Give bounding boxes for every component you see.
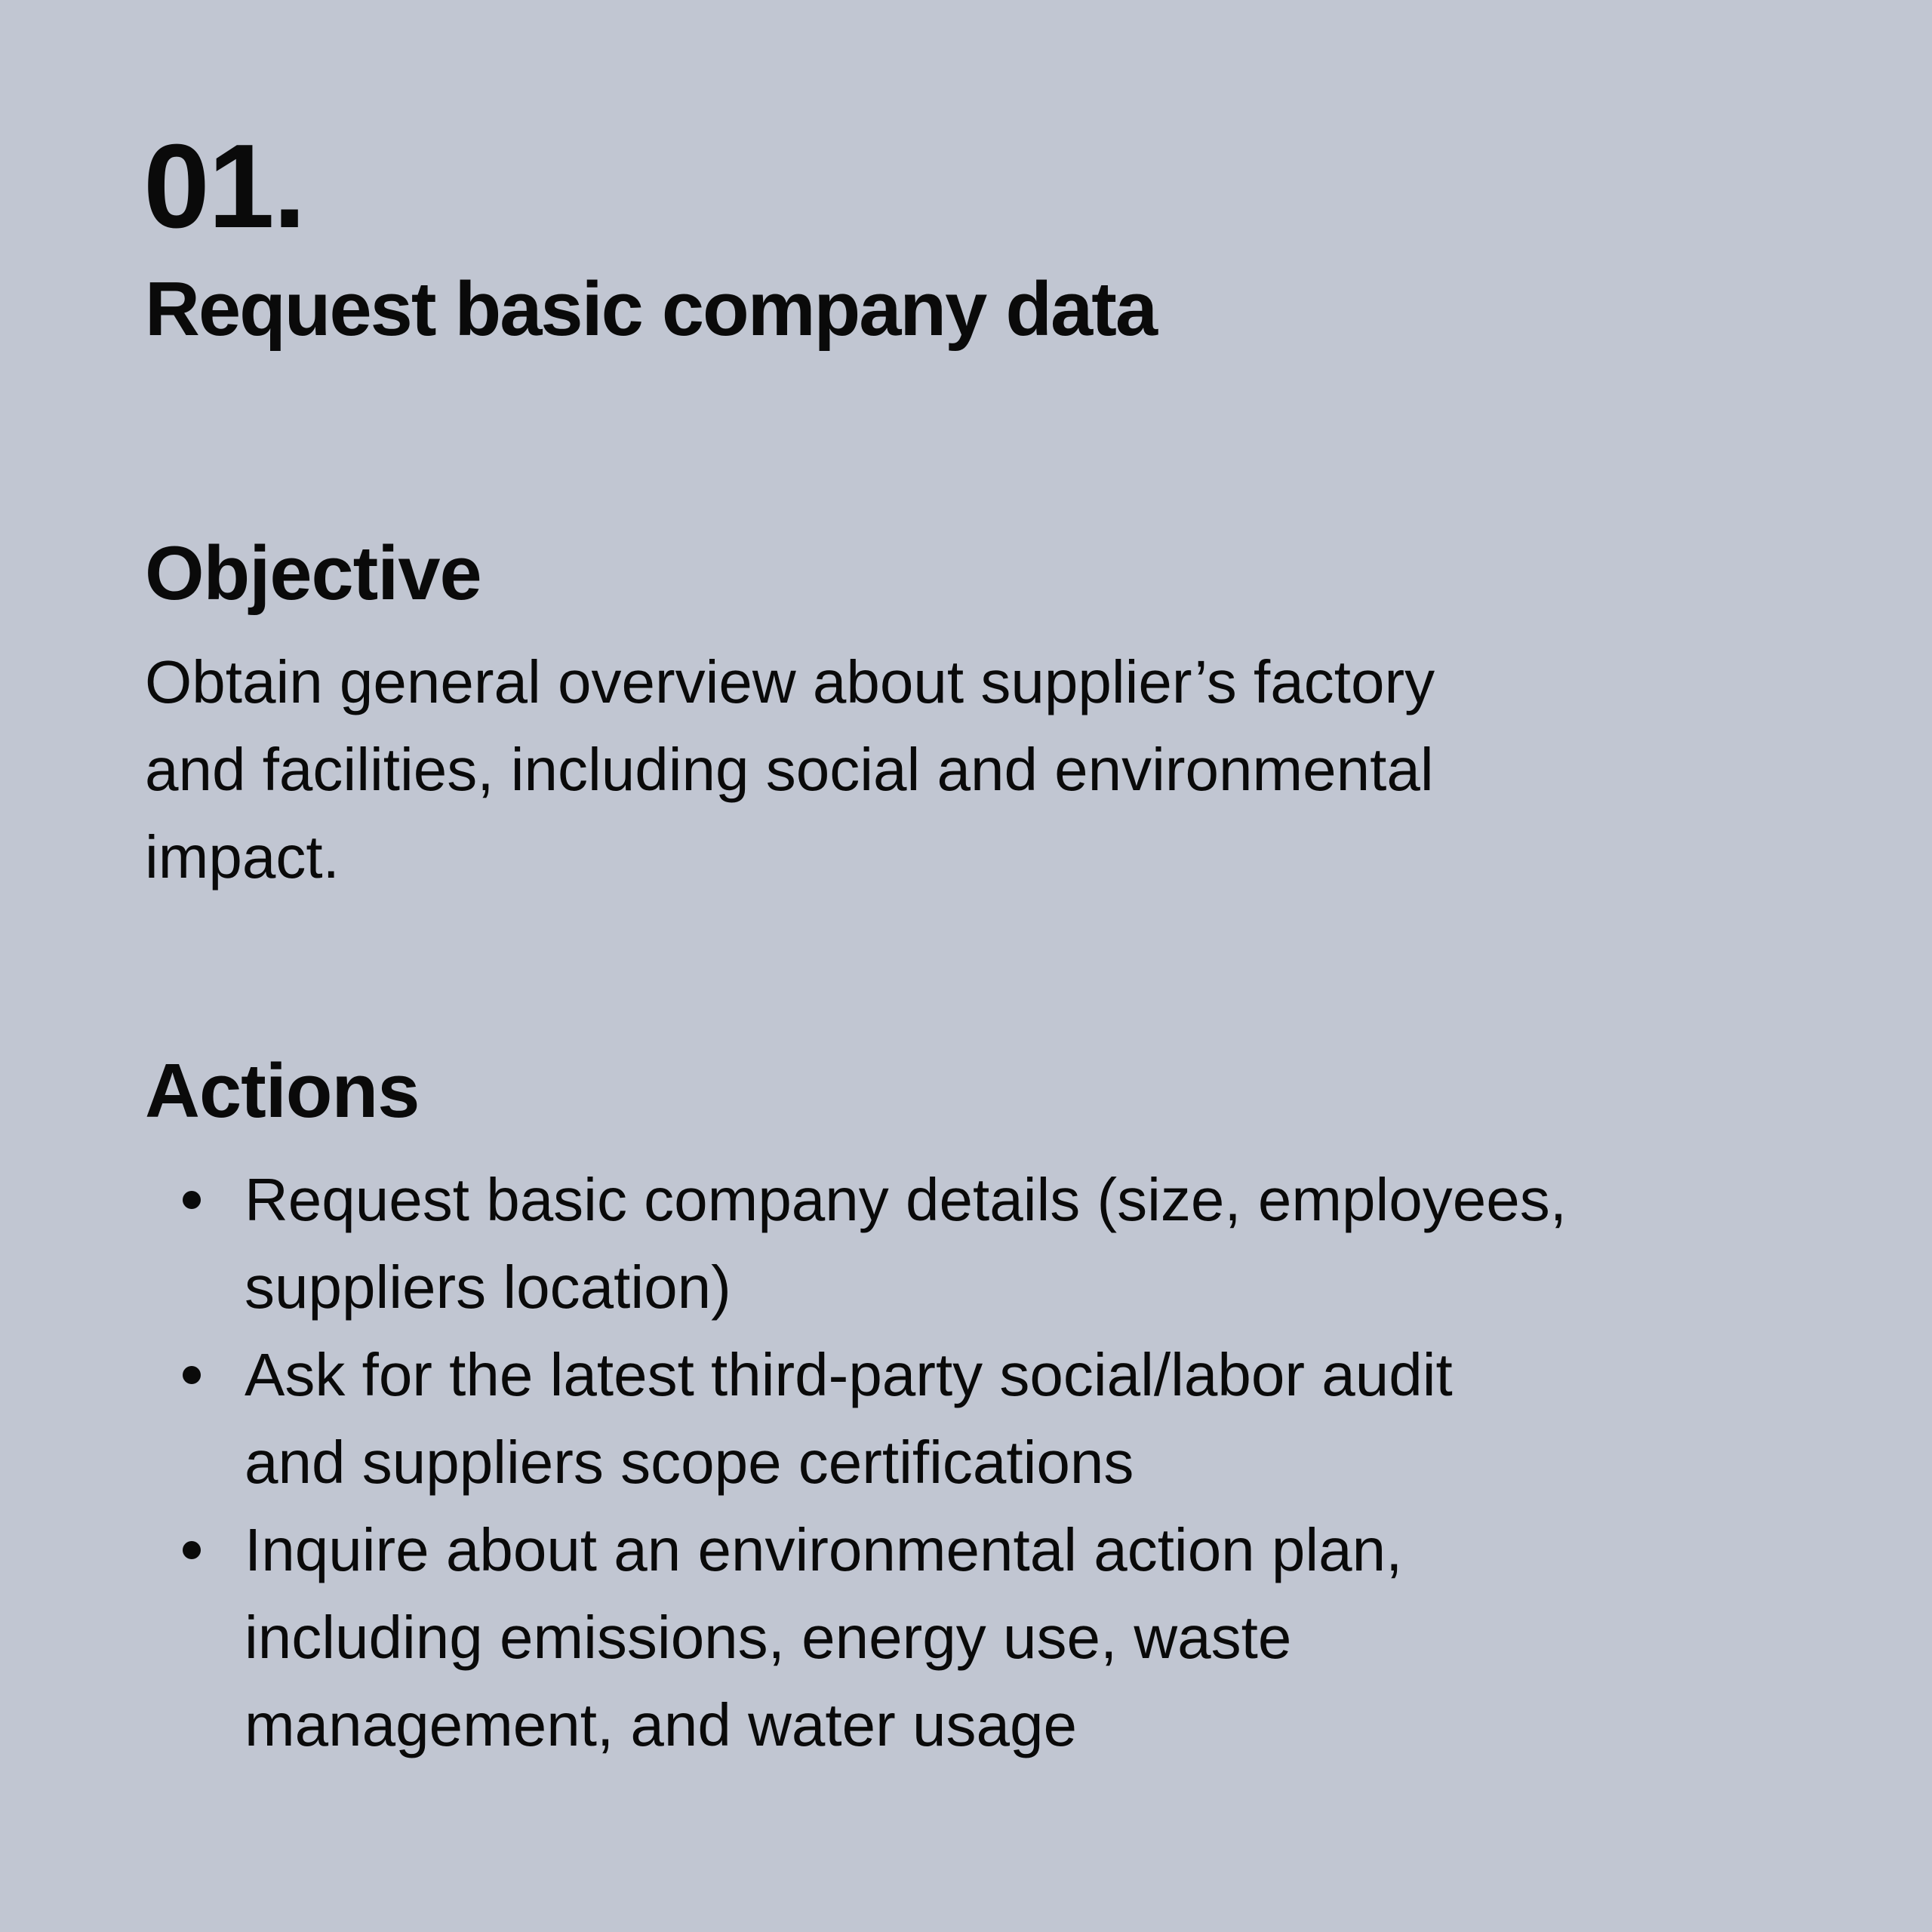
- actions-heading: Actions: [145, 1049, 420, 1134]
- action-item: [145, 1331, 1835, 1506]
- bullet-icon: [183, 1366, 201, 1384]
- objective-line: Obtain general overview about supplier’s factory: [145, 648, 1435, 715]
- bullet-icon: [183, 1191, 201, 1209]
- action-line: Ask for the latest third-party social/labor audit: [245, 1341, 1453, 1408]
- action-item: [145, 1506, 1835, 1769]
- objective-text: [145, 638, 1730, 901]
- objective-line: impact.: [145, 823, 340, 891]
- action-line: suppliers location): [245, 1254, 731, 1321]
- step-title: Request basic company data: [145, 267, 1157, 352]
- action-line: management, and water usage: [245, 1691, 1077, 1758]
- objective-line: and facilities, including social and environmental: [145, 736, 1434, 803]
- action-line: including emissions, energy use, waste: [245, 1604, 1292, 1671]
- objective-heading: Objective: [145, 531, 481, 616]
- action-line: Inquire about an environmental action plan,: [245, 1516, 1403, 1583]
- action-line: Request basic company details (size, employees,: [245, 1166, 1567, 1233]
- action-item: [145, 1156, 1835, 1331]
- bullet-icon: [183, 1541, 201, 1559]
- actions-list: [145, 1156, 1835, 1769]
- step-number: 01.: [143, 120, 305, 253]
- action-line: and suppliers scope certifications: [245, 1429, 1134, 1496]
